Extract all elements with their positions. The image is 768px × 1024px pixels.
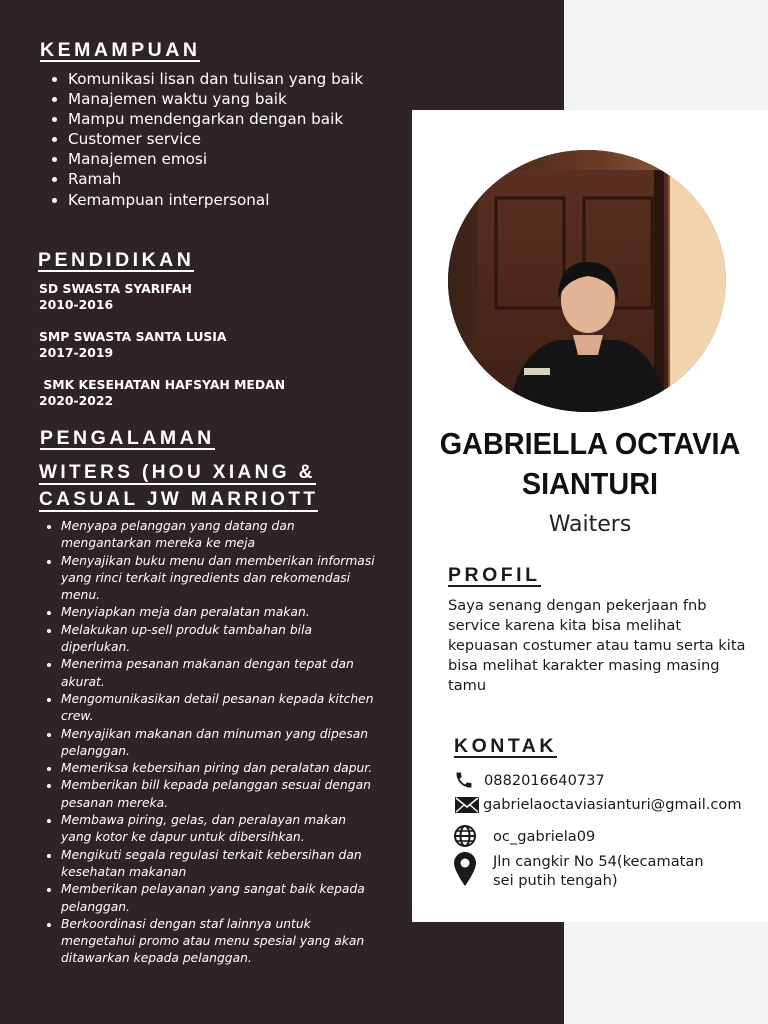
phone-number: 0882016640737 (484, 771, 605, 789)
skill-item: • Mampu mendengarkan dengan baik (68, 109, 408, 129)
candidate-name-line2: SIANTURI (521, 466, 659, 501)
duty-item: • Membawa piring, gelas, dan peralayan makan yang kotor ke dapur untuk dibersihkan. (61, 812, 379, 847)
skills-heading: KEMAMPUAN (40, 39, 201, 61)
experience-duties-list (42, 518, 379, 968)
top-right-background (564, 0, 768, 110)
email-address: gabrielaoctaviasianturi@gmail.com (483, 796, 742, 813)
education-school: SD SWASTA SYARIFAH (39, 281, 192, 296)
duty-item: • Menyiapkan meja dan peralatan makan. (61, 604, 379, 621)
map-pin-icon (453, 852, 477, 886)
education-school: SMK KESEHATAN HAFSYAH MEDAN (39, 377, 286, 392)
education-entry (39, 377, 285, 409)
duty-item: • Berkoordinasi dengan staf lainnya untuk mengetahui promo atau menu spesial yang akan ditawarkan kepada pelanggan. (61, 916, 379, 968)
skills-list (48, 69, 408, 210)
education-years: 2020-2022 (39, 393, 114, 408)
duty-item: • Memberikan pelayanan yang sangat baik kepada pelanggan. (61, 881, 379, 916)
duty-item: • Menyajikan buku menu dan memberikan informasi yang rinci terkait ingredients dan rekomendasi menu. (61, 553, 379, 605)
skill-item: • Komunikasi lisan dan tulisan yang baik (68, 69, 408, 89)
envelope-icon (453, 796, 481, 814)
education-years: 2010-2016 (39, 297, 114, 312)
contact-phone[interactable] (453, 770, 605, 790)
contact-website[interactable] (453, 824, 595, 848)
candidate-name-line1: GABRIELLA OCTAVIA (439, 426, 741, 461)
profile-text: Saya senang dengan pekerjaan fnb service karena kita bisa melihat kepuasan costumer atau tamu serta kita bisa melihat karakter masing masing tamu (448, 597, 746, 694)
experience-heading: PENGALAMAN (40, 427, 215, 449)
duty-item: • Menyapa pelanggan yang datang dan mengantarkan mereka ke meja (61, 518, 379, 553)
education-entry (39, 329, 227, 361)
job-title: Waiters (548, 512, 632, 537)
duty-item: • Mengikuti segala regulasi terkait kebersihan dan kesehatan makanan (61, 847, 379, 882)
contact-email[interactable] (453, 795, 742, 814)
profile-photo (448, 150, 726, 412)
education-heading: PENDIDIKAN (38, 249, 195, 271)
contact-heading: KONTAK (454, 735, 557, 757)
candidate-name (424, 424, 755, 504)
experience-position-line2: CASUAL JW MARRIOTT (39, 489, 319, 510)
education-years: 2017-2019 (39, 345, 114, 360)
skill-item: • Customer service (68, 129, 408, 149)
experience-position (39, 459, 369, 513)
globe-icon (453, 824, 477, 848)
duty-item: • Melakukan up-sell produk tambahan bila diperlukan. (61, 622, 379, 657)
duty-item: • Menerima pesanan makanan dengan tepat dan akurat. (61, 656, 379, 691)
duty-item: • Menyajikan makanan dan minuman yang dipesan pelanggan. (61, 726, 379, 761)
skill-item: • Manajemen emosi (68, 149, 408, 169)
address-line2: sei putih tengah) (493, 872, 618, 889)
skill-item: • Ramah (68, 169, 408, 189)
duty-item: • Memeriksa kebersihan piring dan peralatan dapur. (61, 760, 379, 777)
website-handle: oc_gabriela09 (493, 827, 596, 845)
education-entry (39, 281, 192, 313)
profile-heading: PROFIL (448, 564, 541, 586)
portrait-image (448, 150, 726, 412)
skill-item: • Manajemen waktu yang baik (68, 89, 408, 109)
duty-item: • Mengomunikasikan detail pesanan kepada kitchen crew. (61, 691, 379, 726)
address-text (493, 852, 704, 890)
duty-item: • Memberikan bill kepada pelanggan sesuai dengan pesanan mereka. (61, 777, 379, 812)
education-school: SMP SWASTA SANTA LUSIA (39, 329, 227, 344)
experience-position-line1: WITERS (HOU XIANG & (39, 462, 316, 483)
contact-address (453, 852, 704, 890)
address-line1: Jln cangkir No 54(kecamatan (493, 853, 704, 870)
skill-item: • Kemampuan interpersonal (68, 190, 408, 210)
phone-icon (453, 770, 475, 790)
